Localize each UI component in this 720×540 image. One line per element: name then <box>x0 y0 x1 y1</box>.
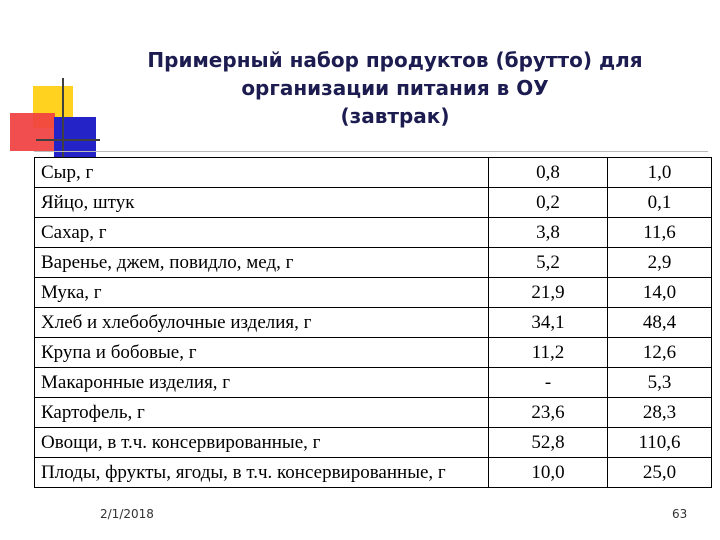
table-row <box>35 308 712 338</box>
product-name-cell: Картофель, г <box>35 398 489 428</box>
page-number: 63 <box>672 507 688 521</box>
value-cell-1: 5,2 <box>489 248 608 278</box>
value-cell-2: 28,3 <box>608 398 712 428</box>
title-divider <box>34 151 708 152</box>
table-row <box>35 368 712 398</box>
table-row <box>35 188 712 218</box>
decor-horizontal-line <box>36 139 100 141</box>
table-row <box>35 338 712 368</box>
product-name-cell: Сыр, г <box>35 158 489 188</box>
table-row <box>35 428 712 458</box>
value-cell-2: 11,6 <box>608 218 712 248</box>
products-table <box>34 157 712 488</box>
value-cell-2: 12,6 <box>608 338 712 368</box>
slide-title-line-1: Примерный набор продуктов (брутто) для <box>147 48 643 72</box>
decor-vertical-line <box>62 78 64 158</box>
value-cell-2: 5,3 <box>608 368 712 398</box>
value-cell-2: 2,9 <box>608 248 712 278</box>
value-cell-1: 34,1 <box>489 308 608 338</box>
table-row <box>35 218 712 248</box>
product-name-cell: Крупа и бобовые, г <box>35 338 489 368</box>
table-row <box>35 278 712 308</box>
slide-title-line-2: организации питания в ОУ <box>241 76 549 100</box>
slide-title-line-3: (завтрак) <box>340 104 450 128</box>
slide-title <box>110 46 680 130</box>
product-name-cell: Яйцо, штук <box>35 188 489 218</box>
value-cell-1: 21,9 <box>489 278 608 308</box>
value-cell-1: 3,8 <box>489 218 608 248</box>
value-cell-1: 11,2 <box>489 338 608 368</box>
product-name-cell: Сахар, г <box>35 218 489 248</box>
product-name-cell: Варенье, джем, повидло, мед, г <box>35 248 489 278</box>
table-row <box>35 458 712 488</box>
value-cell-1: - <box>489 368 608 398</box>
value-cell-1: 0,8 <box>489 158 608 188</box>
value-cell-1: 10,0 <box>489 458 608 488</box>
value-cell-1: 23,6 <box>489 398 608 428</box>
value-cell-2: 25,0 <box>608 458 712 488</box>
value-cell-2: 0,1 <box>608 188 712 218</box>
value-cell-2: 14,0 <box>608 278 712 308</box>
product-name-cell: Хлеб и хлебобулочные изделия, г <box>35 308 489 338</box>
value-cell-2: 48,4 <box>608 308 712 338</box>
product-name-cell: Мука, г <box>35 278 489 308</box>
footer-date: 2/1/2018 <box>100 507 154 521</box>
table-row <box>35 248 712 278</box>
value-cell-2: 1,0 <box>608 158 712 188</box>
value-cell-1: 52,8 <box>489 428 608 458</box>
product-name-cell: Макаронные изделия, г <box>35 368 489 398</box>
decor-red-square <box>10 113 55 151</box>
table-row <box>35 158 712 188</box>
product-name-cell: Овощи, в т.ч. консервированные, г <box>35 428 489 458</box>
products-table-body <box>35 158 712 488</box>
value-cell-1: 0,2 <box>489 188 608 218</box>
value-cell-2: 110,6 <box>608 428 712 458</box>
table-row <box>35 398 712 428</box>
product-name-cell: Плоды, фрукты, ягоды, в т.ч. консервированные, г <box>35 458 489 488</box>
